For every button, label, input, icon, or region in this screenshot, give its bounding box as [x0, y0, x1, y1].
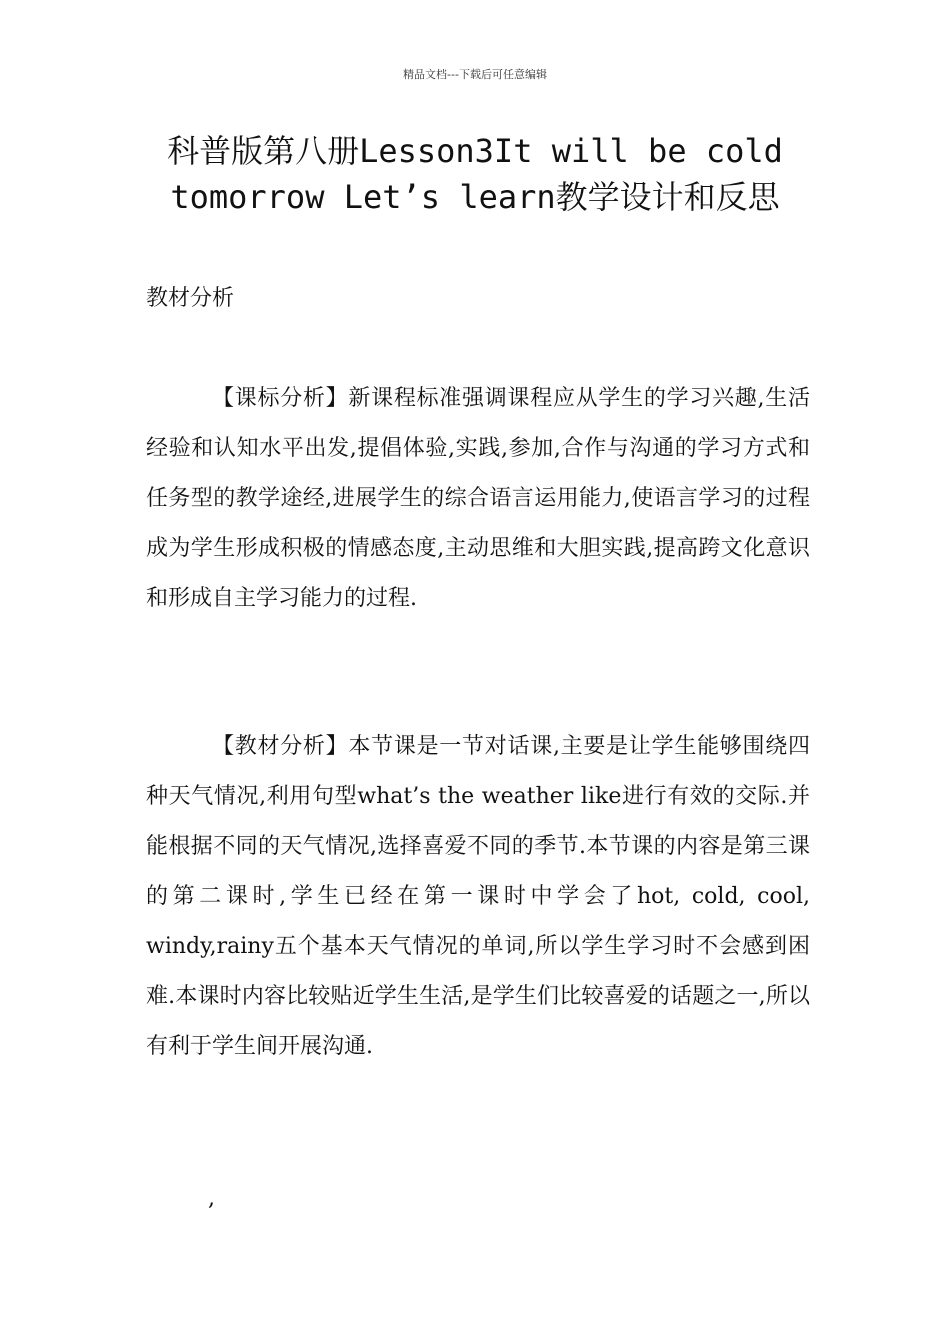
paragraph-text: 新课程标准强调课程应从学生的学习兴趣,生活经验和认知水平出发,提倡体验,实践,参加,合作与沟通的学习方式和任务型的教学途经,进展学生的综合语言运用能力,使语言学习的过程成为学生形成积极的情感态度,主动思维和大胆实践,提高跨文化意识和形成自主学习能力的过程. [146, 386, 810, 611]
section-heading: 教材分析 [146, 286, 235, 311]
document-title: 科普版第八册Lesson3It will be cold tomorrow Let’s learn教学设计和反思 [167, 132, 783, 216]
paragraph-text: 本节课是一节对话课,主要是让学生能够围绕四种天气情况,利用句型what’s the weather like进行有效的交际.并能根据不同的天气情况,选择喜爱不同的季节.本节课的内容是第三课的第二课时,学生已经在第一课时中学会了hot, cold, cool, windy,rainy五个基本天气情况的单词,所以学生学习时不会感到困难.本课时内容比较贴近学生生活,是学生们比较喜爱的话题之一,所以有利于学生间开展沟通. [146, 734, 810, 1059]
paragraph-textbook-analysis [146, 722, 810, 1072]
paragraph-curriculum-analysis [146, 374, 810, 624]
paragraph-tag: 【课标分析】 [212, 386, 349, 411]
paragraph-tag: 【教材分析】 [212, 734, 349, 759]
stray-mark: , [208, 1186, 215, 1211]
header-note: 精品文档---下载后可任意编辑 [403, 68, 547, 81]
